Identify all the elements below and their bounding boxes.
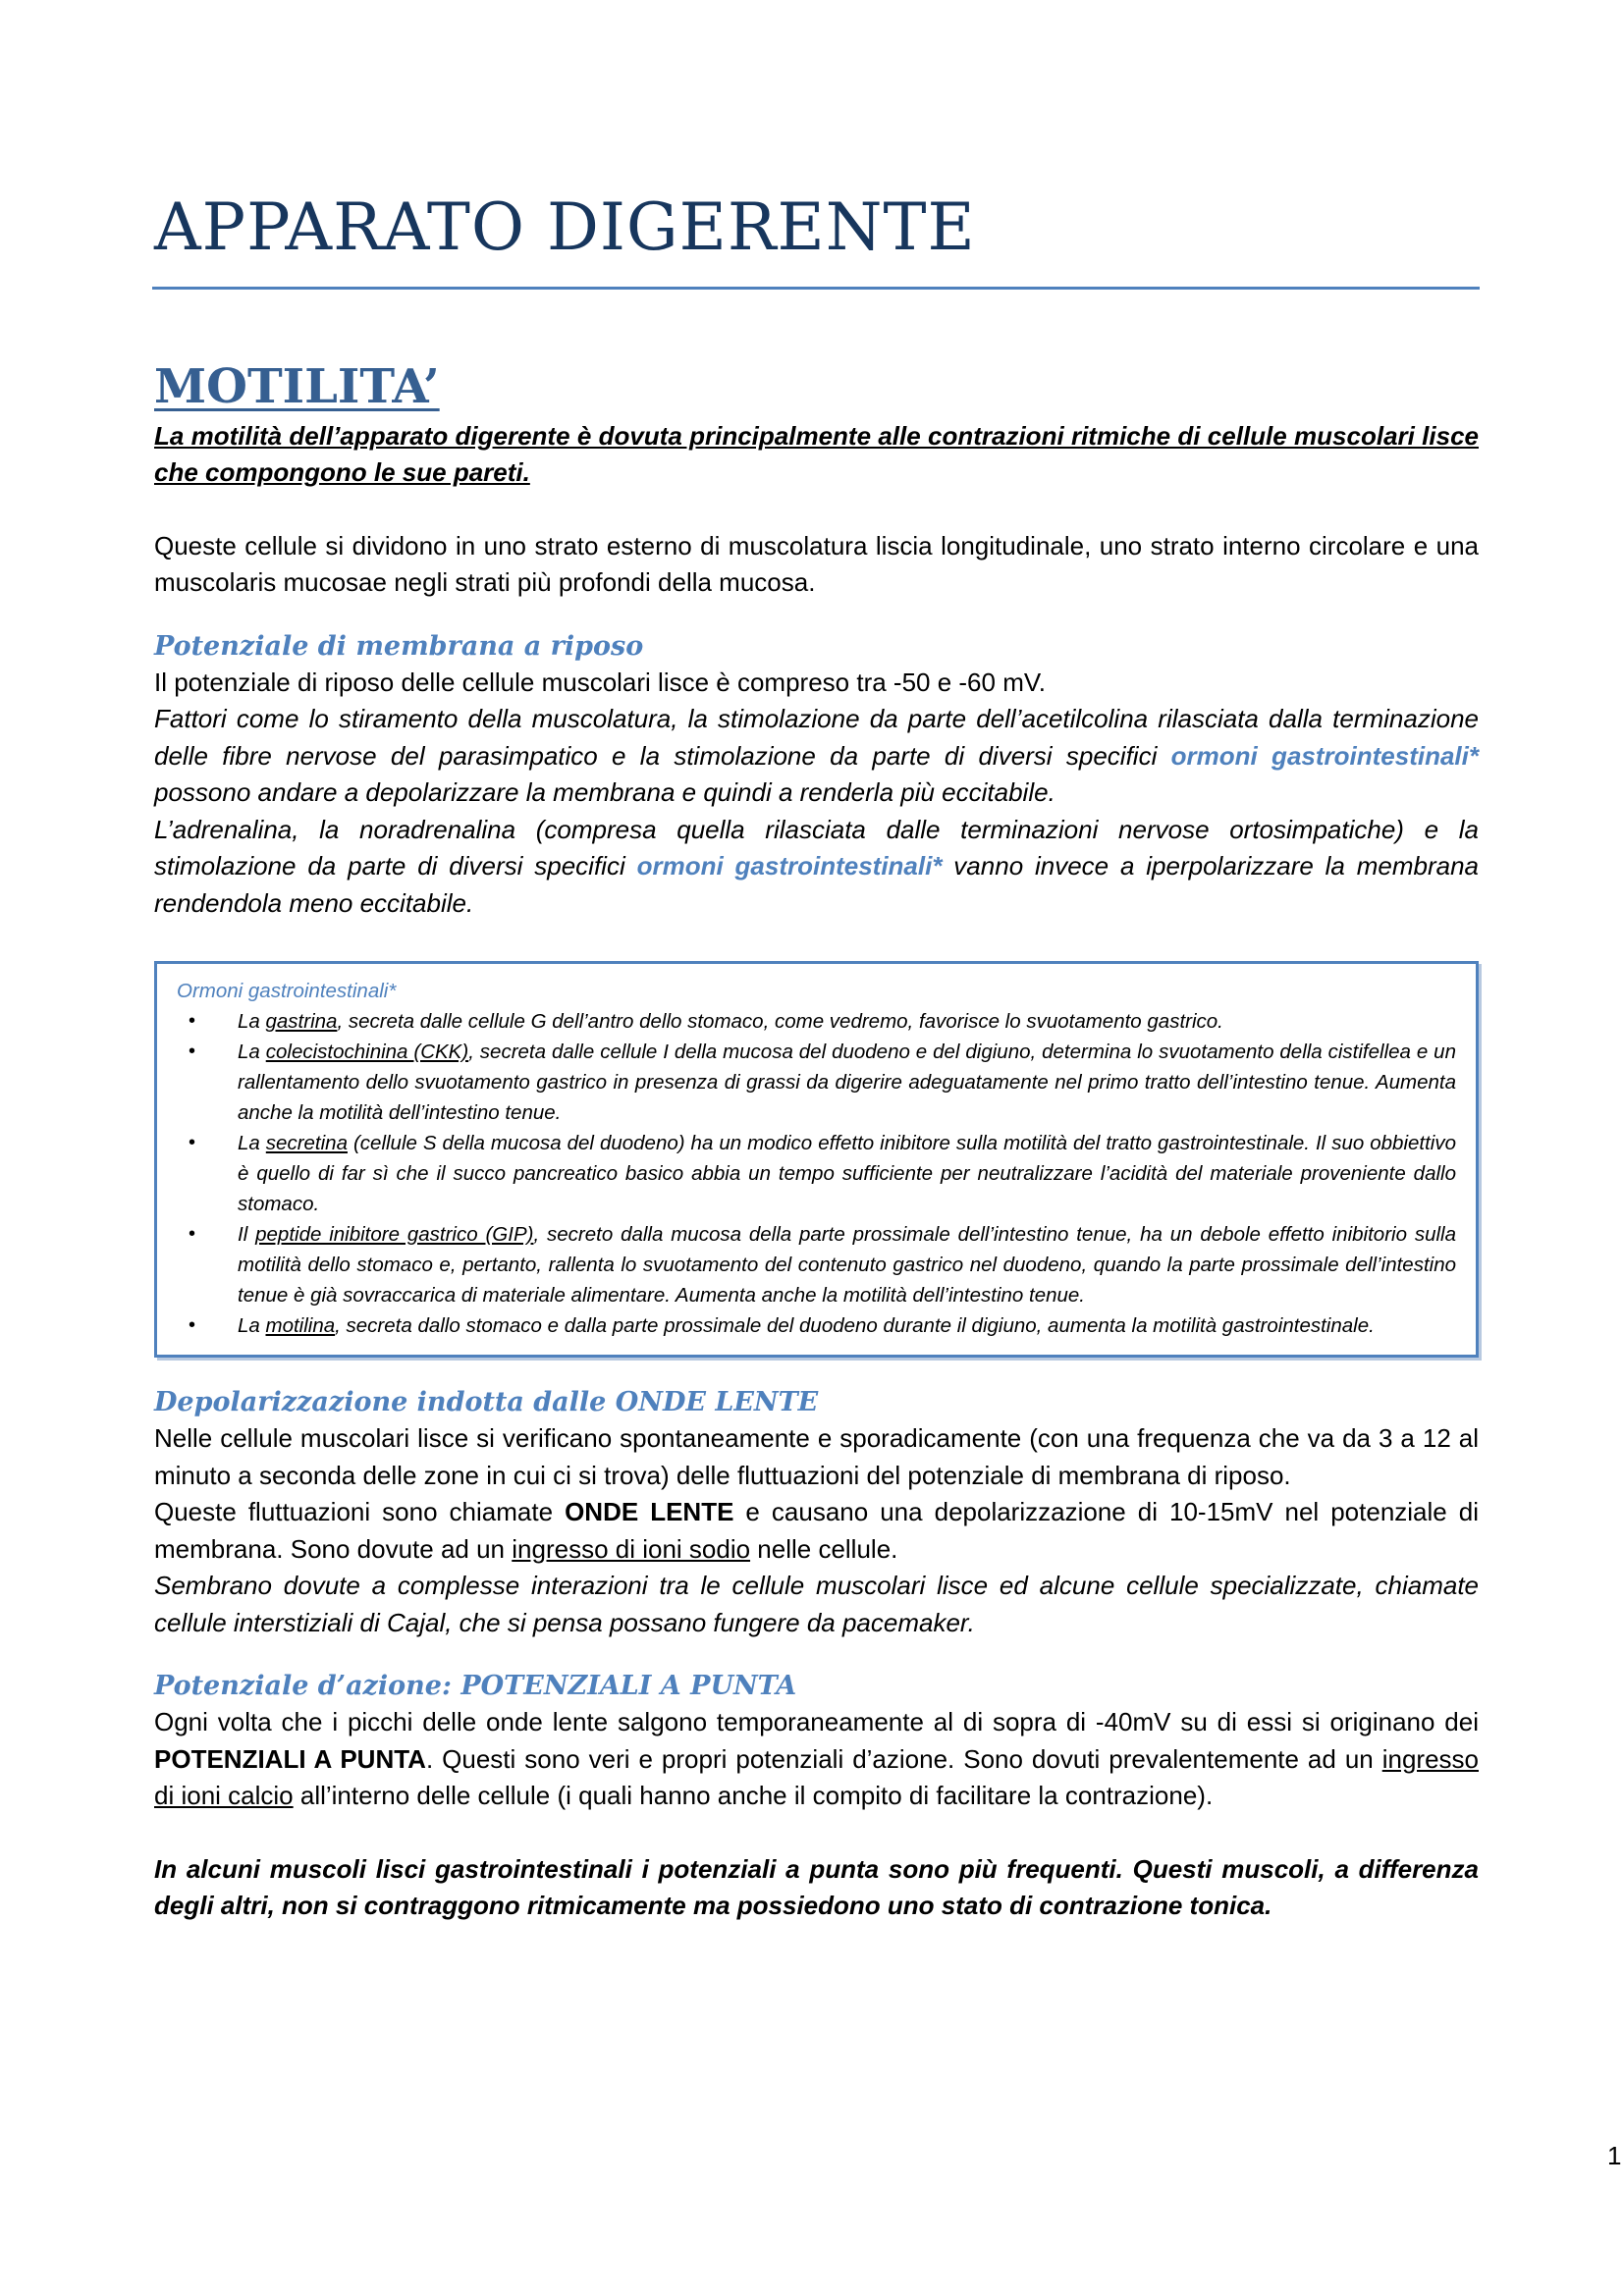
bullet-icon: • (189, 1010, 196, 1033)
text-run: , secreta dalle cellule G dell’antro dello stomaco, come vedremo, favorisce lo svuotamento gastrico. (337, 1010, 1223, 1034)
text-run: all’interno delle cellule (i quali hanno anche il compito di facilitare la contrazione). (293, 1781, 1214, 1811)
text-run: Ogni volta che i picchi delle onde lente salgono temporaneamente al di sopra di -40mV su di essi si originano dei (154, 1707, 1479, 1737)
bold-term: POTENZIALI A PUNTA (154, 1743, 426, 1774)
subheading-resting-potential: Potenziale di membrana a riposo (154, 630, 644, 662)
text-run: possono andare a depolarizzare la membrana e quindi a renderla più eccitabile. (154, 777, 1055, 808)
hormone-term: gastrina (265, 1010, 338, 1034)
text-run: La (238, 1010, 266, 1034)
intro-paragraph: Queste cellule si dividono in uno strato esterno di muscolatura liscia longitudinale, uno strato interno circolare e una muscolaris mucosae negli strati più profondi della mucosa. (154, 530, 1479, 598)
text-run: La (238, 1132, 266, 1155)
hormone-term: motilina (265, 1314, 336, 1338)
hormones-reference: ormoni gastrointestinali* (1170, 740, 1479, 771)
hormones-reference: ormoni gastrointestinali* (636, 851, 943, 881)
list-item (177, 1310, 1456, 1341)
hormones-list (177, 1006, 1456, 1341)
text-run: , secreto dalla mucosa della parte prossimale dell’intestino tenue, ha un debole effetto inibitorio sulla motilità dello stomaco e, pertanto, rallenta lo svuotamento del contenuto gastrico nel duodeno, quando la parte prossimale dell’intestino tenue è già sovraccarica di materiale alimentare. Aumenta anche la motilità dell’intestino tenue. (238, 1223, 1456, 1308)
list-item (177, 1006, 1456, 1037)
underlined-term: ingresso di ioni calcio (154, 1743, 1479, 1811)
page-number: 1 (1607, 2141, 1622, 2170)
text-run: L’adrenalina, la noradrenalina (compresa quella rilasciata dalle terminazioni nervose ortosimpatiche) e la stimolazione da parte di diversi specifici (154, 814, 1479, 881)
list-item (177, 1128, 1456, 1219)
text-run: , secreta dallo stomaco e dalla parte prossimale del duodeno durante il digiuno, aumenta la motilità gastrointestinale. (335, 1314, 1375, 1338)
text-run: Fattori come lo stiramento della muscolatura, la stimolazione da parte dell’acetilcolina rilasciata dalla terminazione delle fibre nervose del parasimpatico e la stimolazione da parte di diversi specifici (154, 704, 1479, 771)
text-run: vanno invece a iperpolarizzare la membrana rendendola meno eccitabile. (154, 851, 1480, 918)
subheading-spike-potentials: Potenziale d’azione: POTENZIALI A PUNTA (154, 1671, 797, 1702)
hormone-term: secretina (265, 1132, 348, 1155)
section-motilita (154, 359, 1479, 1925)
text-run: Il (238, 1223, 256, 1247)
text-run: e causano una depolarizzazione di 10-15mV nel potenziale di membrana. Sono dovute ad un (154, 1497, 1479, 1564)
bullet-icon: • (189, 1041, 196, 1063)
text-run: nelle cellule. (750, 1533, 898, 1564)
text-run: (cellule S della mucosa del duodeno) ha un modico effetto inibitore sulla motilità del tratto gastrointestinale. Il suo obbiettivo è quello di far sì che il succo pancreatico basico abbia un tempo sufficiente per neutralizzare l’acidità del materiale proveniente dallo stomaco. (238, 1132, 1457, 1216)
section-heading: MOTILITA’ (154, 359, 440, 414)
hormone-term: colecistochinina (CKK) (265, 1041, 469, 1064)
list-item (177, 1219, 1456, 1310)
spikes-paragraph-2: In alcuni muscoli lisci gastrointestinali i potenziali a punta sono più frequenti. Questi muscoli, a differenza degli altri, non si contraggono ritmicamente ma possiedono uno stato di contrazione tonica. (154, 1853, 1479, 1921)
box-title: Ormoni gastrointestinali* (177, 980, 397, 1003)
subheading-slow-waves: Depolarizzazione indotta dalle ONDE LENTE (154, 1387, 819, 1418)
text-run: La (238, 1314, 266, 1338)
slow-waves-paragraph-1: Nelle cellule muscolari lisce si verificano spontaneamente e sporadicamente (con una frequenza che va da 3 a 12 al minuto a seconda delle zone in cui ci si trova) delle fluttuazioni del potenziale di membrana di riposo. (154, 1423, 1479, 1490)
resting-paragraph-2 (154, 701, 1479, 812)
bullet-icon: • (189, 1223, 196, 1246)
spikes-paragraph-1 (154, 1704, 1479, 1815)
resting-paragraph-1: Il potenziale di riposo delle cellule muscolari lisce è compreso tra -50 e -60 mV. (154, 667, 1047, 697)
lead-paragraph: La motilità dell’apparato digerente è dovuta principalmente alle contrazioni ritmiche di cellule muscolari lisce che compongono le sue pareti. (154, 420, 1479, 488)
text-run: La (238, 1041, 266, 1064)
document-title: APPARATO DIGERENTE (154, 189, 976, 265)
bullet-icon: • (189, 1314, 196, 1337)
bullet-icon: • (189, 1132, 196, 1154)
hormones-box (154, 961, 1479, 1358)
text-run: , secreta dalle cellule I della mucosa del duodeno e del digiuno, determina lo svuotamento della cistifellea e un rallentamento dello svuotamento gastrico in presenza di grassi da digerire adeguatamente nel primo tratto dell’intestino tenue. Aumenta anche la motilità dell’intestino tenue. (238, 1041, 1456, 1125)
underlined-term: ingresso di ioni sodio (512, 1533, 751, 1564)
list-item (177, 1037, 1456, 1128)
slow-waves-paragraph-3: Sembrano dovute a complesse interazioni tra le cellule muscolari lisce ed alcune cellule specializzate, chiamate cellule interstiziali di Cajal, che si pensa possano fungere da pacemaker. (154, 1571, 1479, 1637)
text-run: Queste fluttuazioni sono chiamate (154, 1497, 566, 1527)
title-divider (152, 287, 1480, 290)
text-run: . Questi sono veri e propri potenziali d’azione. Sono dovuti prevalentemente ad un (425, 1743, 1382, 1774)
slow-waves-paragraph-2 (154, 1494, 1479, 1568)
resting-paragraph-3 (154, 812, 1479, 923)
bold-term: ONDE LENTE (565, 1497, 734, 1527)
hormone-term: peptide inibitore gastrico (GIP) (255, 1223, 534, 1247)
